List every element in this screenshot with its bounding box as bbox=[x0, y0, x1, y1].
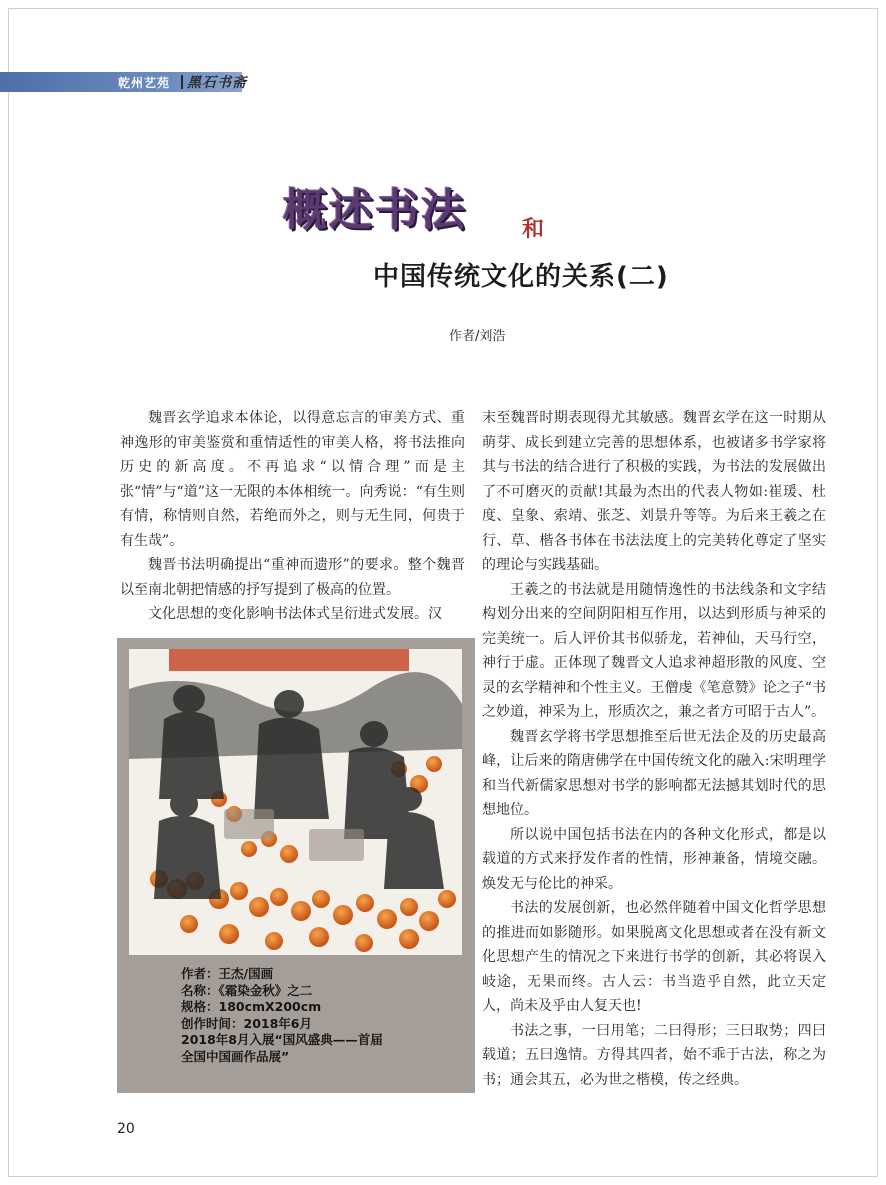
article-title-and: 和 bbox=[522, 217, 545, 242]
header-divider bbox=[181, 75, 183, 89]
paragraph: 王羲之的书法就是用随情逸性的书法线条和文字结构划分出来的空间阴阳相互作用，以达到形质与神采的完美统一。后人评价其书似骄龙，若神仙，天马行空，神行于虚。正体现了魏晋文人追求神超形散的风度、空灵的玄学精神和个性主义。王僧虔《笔意赞》论之子“书之妙道，神采为上，形质次之，兼之者方可昭于古人”。 bbox=[482, 581, 826, 720]
brand-calligraphy: 黑石书斋 bbox=[187, 75, 247, 91]
caption-line: 名称：《霜染金秋》之二 bbox=[181, 982, 313, 998]
article-title-sub: 中国传统文化的关系(二) bbox=[373, 262, 669, 292]
paragraph: 魏晋书法明确提出“重神而遗形”的要求。整个魏晋以至南北朝把情感的抒写提到了极高的位置。 bbox=[120, 557, 465, 598]
caption-line: 全国中国画作品展” bbox=[181, 1048, 290, 1064]
painting-persimmon-harvest bbox=[129, 649, 462, 955]
page-number: 20 bbox=[117, 1121, 135, 1137]
paragraph: 书法的发展创新，也必然伴随着中国文化哲学思想的推进而如影随形。如果脱离文化思想或者在没有新文化思想产生的情况之下来进行书学的创新，其必将误入岐途，无果而终。古人云：书当造乎自然，此立天定人，尚未及乎由人复天也! bbox=[482, 900, 826, 1014]
artwork-painting bbox=[129, 649, 462, 955]
right-column bbox=[482, 406, 826, 1092]
caption-line: 作者：王杰/国画 bbox=[181, 966, 274, 981]
article-author: 作者/刘浩 bbox=[449, 329, 506, 344]
section-title: 乾州艺苑 bbox=[118, 76, 171, 90]
paragraph: 所以说中国包括书法在内的各种文化形式，都是以载道的方式来抒发作者的性情，形神兼备，情境交融。焕发无与伦比的神采。 bbox=[482, 826, 826, 892]
caption-line: 创作时间：2018年6月 bbox=[181, 1015, 312, 1031]
caption-line: 2018年8月入展“国风盛典——首届 bbox=[181, 1032, 383, 1047]
paragraph: 魏晋玄学将书学思想推至后世无法企及的历史最高峰，让后来的隋唐佛学在中国传统文化的融入:宋明理学和当代新儒家思想对书学的影响都无法撼其划时代的思想地位。 bbox=[482, 728, 826, 818]
paragraph: 魏晋玄学追求本体论，以得意忘言的审美方式、重神逸形的审美鉴赏和重情适性的审美人格，将书法推向历史的新高度。不再追求“以情合理”而是主张“情”与“道”这一无限的本体相统一。向秀说：“有生则有情，称情则自然，若绝而外之，则与无生同，何贵于有生哉”。 bbox=[120, 410, 465, 549]
left-column bbox=[120, 406, 465, 627]
artwork-caption bbox=[181, 966, 461, 1065]
paragraph: 末至魏晋时期表现得尤其敏感。魏晋玄学在这一时期从萌芽、成长到建立完善的思想体系，也被诸多书学家将其与书法的结合进行了积极的实践，为书法的发展做出了不可磨灭的贡献!其最为杰出的代表人物如:崔瑗、杜度、皇象、索靖、张芝、刘景升等等。为后来王羲之在行、草、楷各书体在书法法度上的完美转化尊定了坚实的理论与实践基础。 bbox=[482, 410, 826, 573]
paragraph: 文化思想的变化影响书法体式呈衍进式发展。汉 bbox=[148, 606, 442, 622]
paragraph: 书法之事，一曰用笔；二曰得形；三曰取势；四曰载道；五曰逸情。方得其四者，始不乖于古法，称之为书；通会其五，必为世之楷模，传之经典。 bbox=[482, 1022, 826, 1088]
caption-line: 规格：180cmX200cm bbox=[181, 999, 322, 1014]
article-title-main: 概述书法 bbox=[283, 185, 467, 236]
